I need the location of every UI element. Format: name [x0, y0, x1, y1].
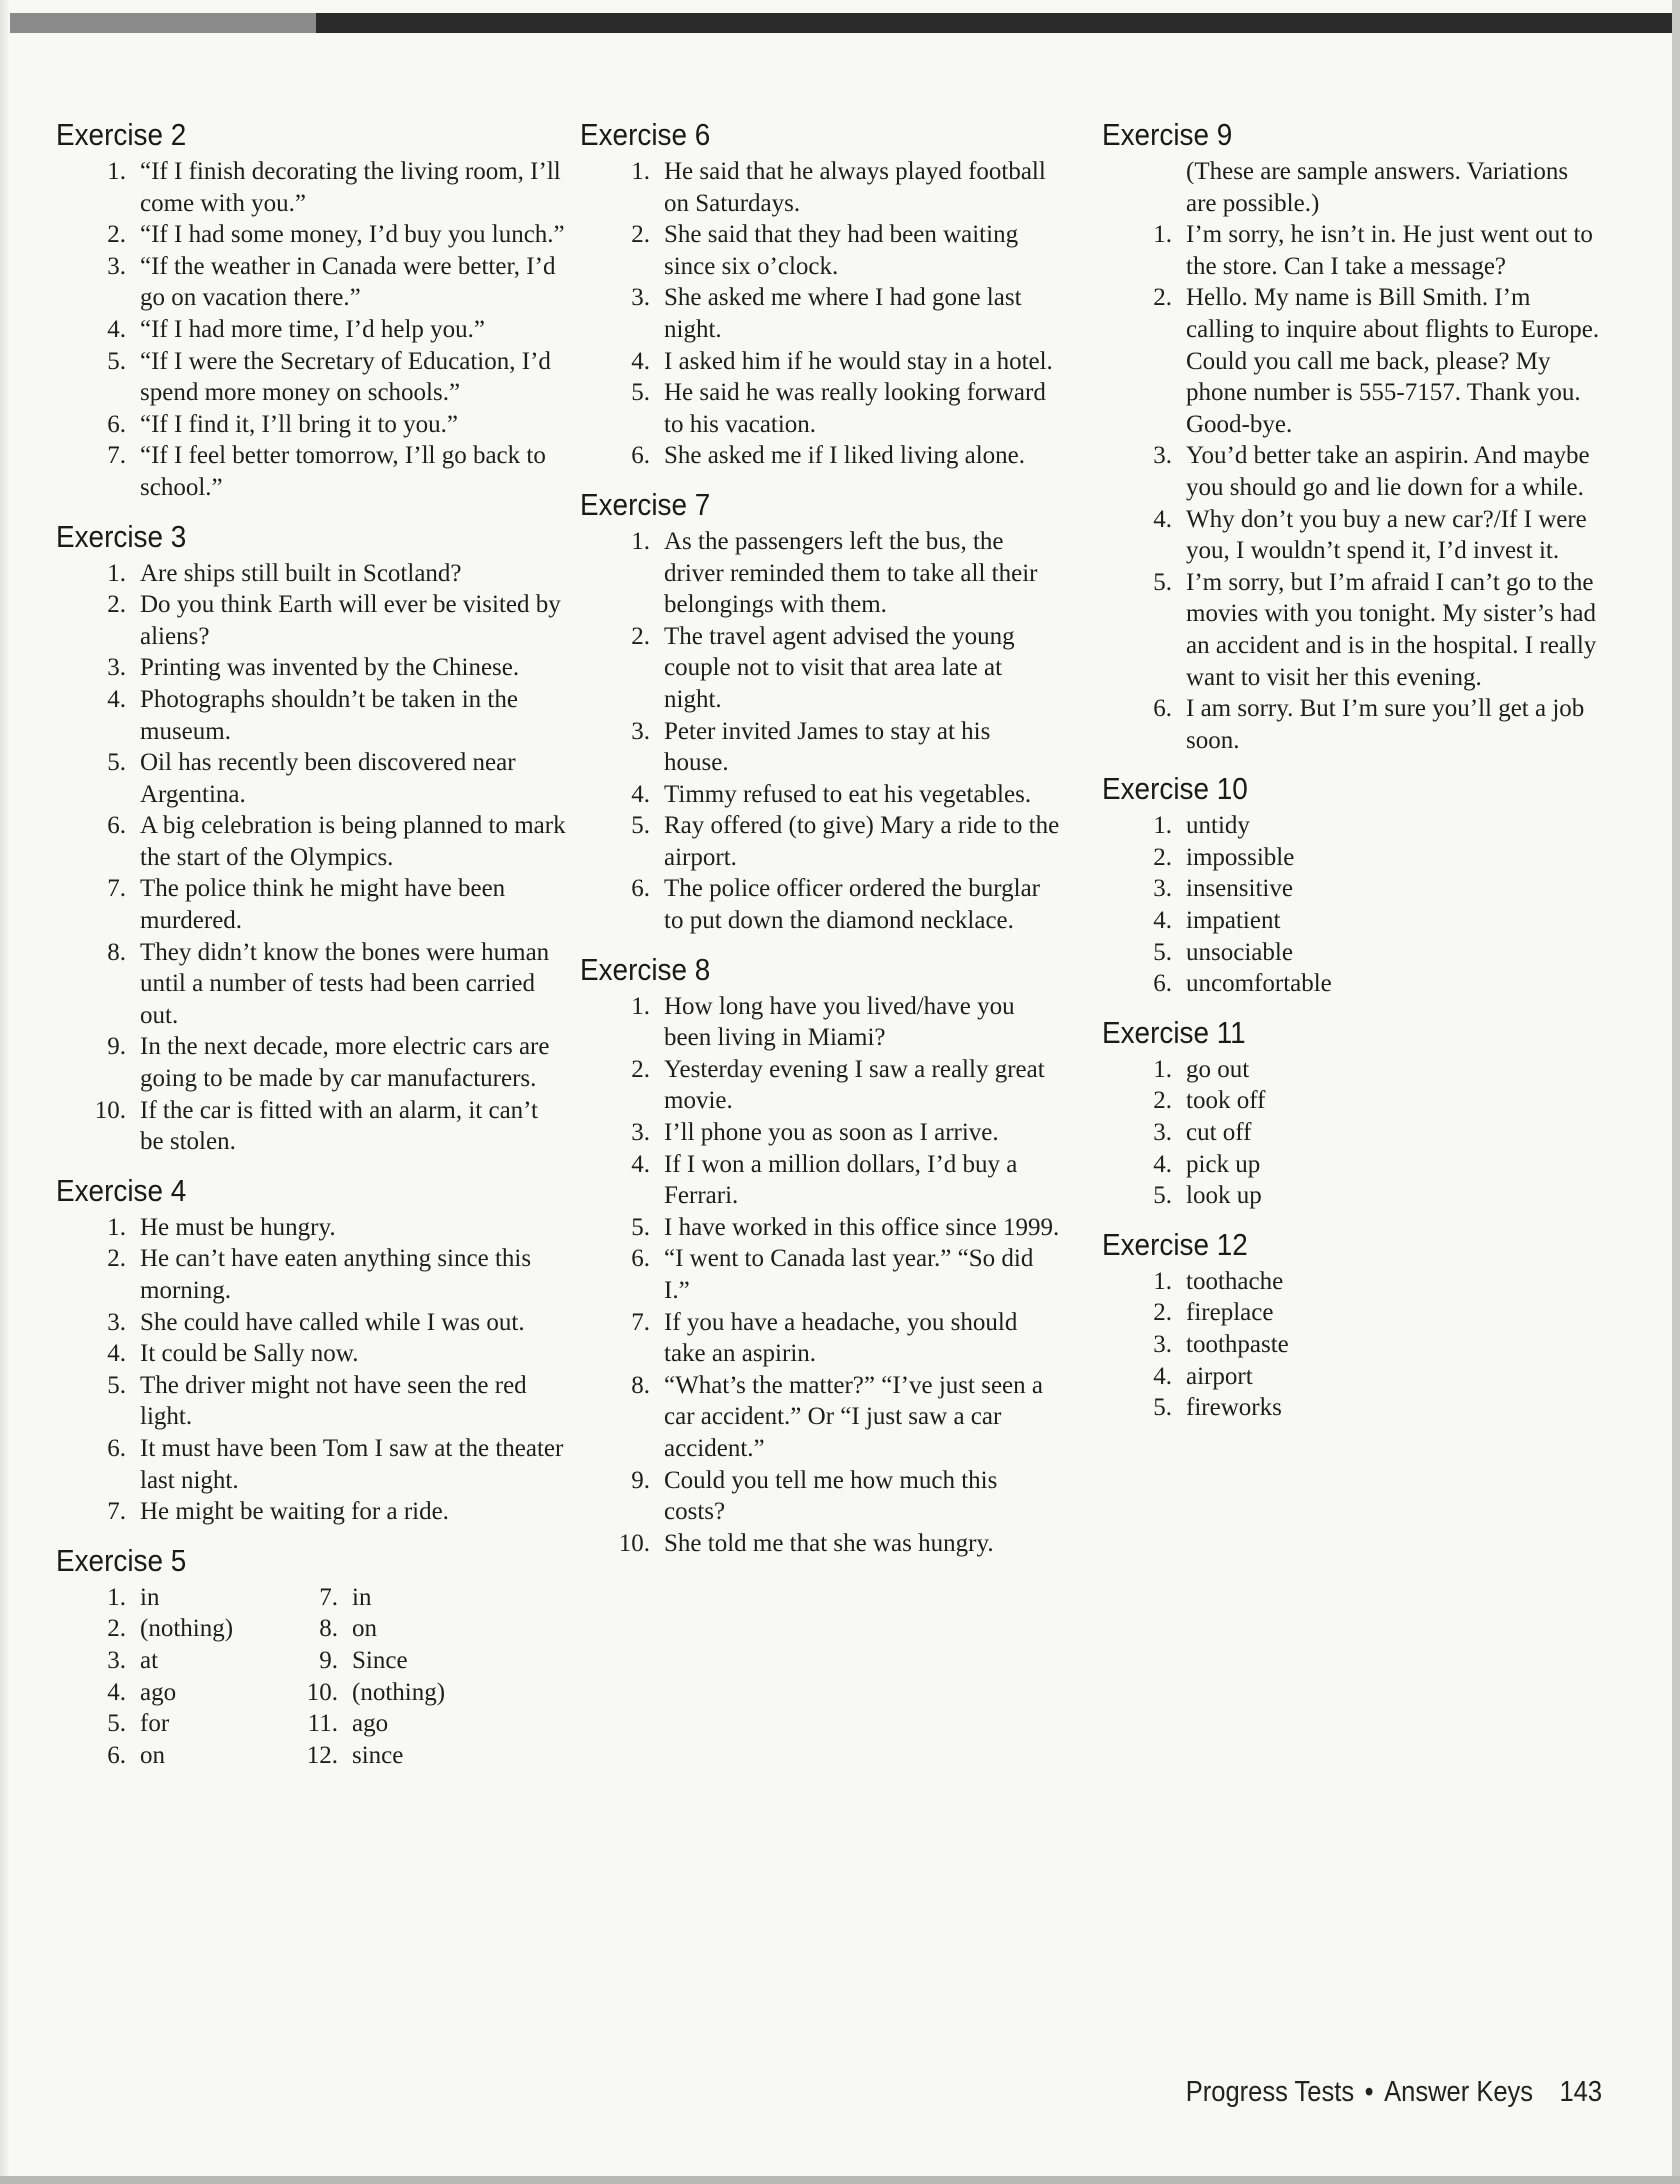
item-number: 5.	[107, 347, 126, 375]
item-text: Could you tell me how much this costs?	[664, 1466, 998, 1526]
list-item	[56, 1677, 268, 1709]
item-number: 7.	[631, 1308, 650, 1336]
list-item	[580, 440, 1060, 472]
list-item	[268, 1582, 480, 1614]
item-number: 2.	[107, 221, 126, 249]
answer-list	[1102, 1054, 1602, 1212]
exercise-title: Exercise 12	[1102, 1226, 1248, 1262]
list-item	[1102, 1149, 1602, 1181]
exercise-title: Exercise 11	[1102, 1014, 1246, 1050]
item-text: I’m sorry, he isn’t in. He just went out to the store. Can I take a message?	[1186, 221, 1593, 280]
item-text: “If I find it, I’ll bring it to you.”	[140, 410, 458, 438]
item-number: 3.	[1153, 875, 1172, 903]
item-number: 5.	[107, 1371, 126, 1399]
item-text: “If I feel better tomorrow, I’ll go back to school.”	[140, 442, 546, 501]
item-text: I asked him if he would stay in a hotel.	[664, 347, 1053, 375]
item-number: 5.	[631, 1213, 650, 1241]
footer-separator: •	[1364, 2076, 1374, 2108]
list-item	[56, 314, 566, 346]
item-text: She asked me if I liked living alone.	[664, 442, 1026, 470]
item-number: 2.	[107, 1245, 126, 1273]
page-number: 143	[1559, 2076, 1602, 2108]
item-number: 10.	[306, 1678, 338, 1706]
exercise-10	[1102, 770, 1602, 1000]
item-number: 4.	[1153, 907, 1172, 935]
item-number: 1.	[107, 1583, 126, 1611]
item-number: 4.	[107, 1678, 126, 1706]
item-text: Photographs shouldn’t be taken in the museum.	[140, 685, 518, 745]
item-text: She told me that she was hungry.	[664, 1529, 994, 1557]
answer-list	[1102, 219, 1602, 756]
item-number: 1.	[631, 992, 650, 1020]
item-text: I’ll phone you as soon as I arrive.	[664, 1119, 999, 1147]
list-item	[56, 1338, 566, 1370]
item-number: 5.	[1153, 1182, 1172, 1210]
item-number: 5.	[1153, 568, 1172, 596]
item-number: 4.	[1153, 1362, 1172, 1390]
item-number: 3.	[631, 1119, 650, 1147]
item-text: (nothing)	[140, 1615, 234, 1643]
list-item	[580, 1370, 1060, 1465]
item-text: “What’s the matter?” “I’ve just seen a car accident.” Or “I just saw a car accident.”	[664, 1371, 1043, 1462]
item-text: toothpaste	[1186, 1331, 1289, 1358]
item-number: 5.	[107, 749, 126, 777]
item-text: Yesterday evening I saw a really great movie.	[664, 1055, 1045, 1115]
item-number: 2.	[1153, 1299, 1172, 1327]
item-number: 1.	[107, 158, 126, 185]
list-item	[56, 558, 566, 590]
item-text: since	[352, 1741, 404, 1769]
item-number: 9.	[631, 1466, 650, 1494]
list-item	[56, 1740, 268, 1772]
item-text: The police think he might have been murdered.	[140, 875, 506, 935]
item-text: took off	[1186, 1087, 1266, 1115]
exercise-note: (These are sample answers. Variations are possible.)	[1186, 158, 1569, 217]
list-item	[580, 346, 1060, 378]
list-item	[580, 1528, 1060, 1560]
exercise-12	[1102, 1226, 1602, 1424]
item-text: If the car is fitted with an alarm, it can’t be stolen.	[140, 1096, 538, 1156]
item-number: 5.	[631, 812, 650, 840]
list-item	[1102, 1085, 1602, 1117]
list-item	[580, 377, 1060, 440]
list-item	[1102, 968, 1602, 1000]
item-number: 9.	[319, 1646, 338, 1674]
list-item	[1102, 873, 1602, 905]
list-item	[56, 156, 566, 219]
item-text: impossible	[1186, 843, 1295, 871]
item-number: 1.	[631, 527, 650, 555]
item-number: 5.	[107, 1710, 126, 1738]
list-item	[268, 1708, 480, 1740]
exercise-title: Exercise 8	[580, 951, 711, 987]
list-item	[56, 1307, 566, 1339]
exercise-title: Exercise 5	[56, 1542, 187, 1578]
item-text: for	[140, 1710, 170, 1738]
item-number: 10.	[618, 1529, 650, 1557]
item-number: 6.	[107, 1741, 126, 1769]
item-text: I have worked in this office since 1999.	[664, 1213, 1060, 1241]
exercise-title: Exercise 9	[1102, 117, 1233, 152]
exercise-title: Exercise 2	[56, 117, 187, 152]
exercise-title: Exercise 6	[580, 117, 711, 152]
list-item	[268, 1740, 480, 1772]
column-3	[1102, 116, 1602, 1438]
answer-list	[56, 558, 566, 1158]
list-item	[56, 251, 566, 314]
list-item	[1102, 1297, 1602, 1329]
item-text: on	[352, 1615, 377, 1643]
list-item	[56, 937, 566, 1032]
item-number: 1.	[107, 559, 126, 587]
exercise-title: Exercise 7	[580, 486, 711, 522]
item-text: Ray offered (to give) Mary a ride to the airport.	[664, 812, 1060, 871]
item-text: They didn’t know the bones were human until a number of tests had been carried out.	[140, 938, 550, 1029]
item-number: 3.	[1153, 1331, 1172, 1358]
item-number: 2.	[107, 1615, 126, 1643]
item-text: unsociable	[1186, 938, 1293, 966]
exercise-5	[56, 1542, 566, 1772]
item-number: 8.	[107, 938, 126, 966]
list-item	[1102, 905, 1602, 937]
item-text: If you have a headache, you should take an aspirin.	[664, 1308, 1018, 1368]
item-text: Printing was invented by the Chinese.	[140, 654, 520, 682]
item-number: 6.	[631, 875, 650, 903]
list-item	[56, 1370, 566, 1433]
item-number: 7.	[107, 1498, 126, 1526]
list-item	[580, 1149, 1060, 1212]
item-text: cut off	[1186, 1119, 1252, 1147]
page-footer	[1186, 2076, 1602, 2109]
list-item	[1102, 810, 1602, 842]
list-item	[268, 1613, 480, 1645]
item-text: Since	[352, 1646, 408, 1674]
list-item	[56, 1613, 268, 1645]
item-text: She asked me where I had gone last night.	[664, 284, 1022, 343]
item-number: 6.	[107, 410, 126, 438]
item-text: “If I were the Secretary of Education, I’d spend more money on schools.”	[140, 347, 551, 407]
list-item	[56, 1433, 566, 1496]
list-item	[580, 873, 1060, 936]
item-text: insensitive	[1186, 875, 1293, 903]
item-text: She said that they had been waiting since six o’clock.	[664, 221, 1019, 280]
column-1	[56, 116, 566, 1785]
item-number: 4.	[107, 1340, 126, 1368]
exercise-2	[56, 116, 566, 504]
item-number: 4.	[107, 315, 126, 343]
item-number: 3.	[107, 1308, 126, 1336]
exercise-9	[1102, 116, 1602, 756]
item-text: It must have been Tom I saw at the theater last night.	[140, 1434, 564, 1494]
item-number: 2.	[631, 622, 650, 650]
page-top-bar	[0, 13, 1680, 33]
item-text: in	[352, 1583, 372, 1611]
item-text: “If I finish decorating the living room, I’ll come with you.”	[140, 158, 561, 217]
item-text: He said that he always played football on Saturdays.	[664, 158, 1046, 217]
list-item	[580, 991, 1060, 1054]
list-item	[56, 652, 566, 684]
list-item	[1102, 842, 1602, 874]
item-number: 4.	[631, 347, 650, 375]
answer-list-left	[56, 1582, 268, 1772]
exercise-title: Exercise 3	[56, 518, 187, 554]
list-item	[1102, 1329, 1602, 1361]
list-item	[580, 1054, 1060, 1117]
item-number: 12.	[306, 1741, 338, 1769]
item-number: 10.	[94, 1096, 126, 1124]
answer-list	[580, 156, 1060, 472]
list-item	[268, 1677, 480, 1709]
item-number: 4.	[631, 780, 650, 808]
list-item	[1102, 1266, 1602, 1298]
item-text: The travel agent advised the young couple not to visit that area late at night.	[664, 622, 1015, 713]
item-text: He can’t have eaten anything since this morning.	[140, 1245, 532, 1304]
answer-list	[1102, 810, 1602, 1000]
item-text: uncomfortable	[1186, 970, 1332, 998]
item-text: Do you think Earth will ever be visited by aliens?	[140, 591, 561, 650]
item-text: ago	[140, 1678, 177, 1706]
item-text: toothache	[1186, 1267, 1284, 1295]
exercise-3	[56, 518, 566, 1158]
item-number: 2.	[1153, 843, 1172, 871]
item-text: untidy	[1186, 812, 1250, 840]
item-number: 1.	[1153, 221, 1172, 249]
list-item	[580, 1465, 1060, 1528]
item-number: 3.	[1153, 442, 1172, 470]
item-number: 3.	[1153, 1119, 1172, 1147]
item-text: The driver might not have seen the red light.	[140, 1371, 527, 1431]
column-2	[580, 116, 1060, 1573]
list-item	[1102, 219, 1602, 282]
item-text: Peter invited James to stay at his house.	[664, 717, 991, 777]
list-item	[580, 1117, 1060, 1149]
item-number: 4.	[1153, 1150, 1172, 1178]
list-item	[580, 219, 1060, 282]
item-number: 6.	[107, 812, 126, 840]
item-number: 2.	[1153, 1087, 1172, 1115]
list-item	[56, 346, 566, 409]
item-text: You’d better take an aspirin. And maybe you should go and lie down for a while.	[1186, 442, 1590, 501]
item-number: 3.	[107, 654, 126, 682]
list-item	[56, 684, 566, 747]
answer-list	[1102, 1266, 1602, 1424]
list-item	[1102, 937, 1602, 969]
item-number: 1.	[107, 1213, 126, 1241]
list-item	[56, 1031, 566, 1094]
item-number: 2.	[631, 1055, 650, 1083]
item-number: 7.	[319, 1583, 338, 1611]
item-number: 3.	[107, 252, 126, 280]
item-text: fireplace	[1186, 1299, 1274, 1327]
list-item	[56, 1243, 566, 1306]
list-item	[1102, 1361, 1602, 1393]
item-number: 9.	[107, 1033, 126, 1061]
list-item	[56, 1708, 268, 1740]
item-text: As the passengers left the bus, the driver reminded them to take all their belongings with them.	[664, 527, 1038, 619]
list-item	[268, 1645, 480, 1677]
item-number: 5.	[631, 379, 650, 407]
item-text: (nothing)	[352, 1678, 446, 1706]
list-item	[56, 1212, 566, 1244]
item-number: 3.	[631, 284, 650, 312]
item-number: 6.	[1153, 970, 1172, 998]
list-item	[1102, 440, 1602, 503]
item-text: on	[140, 1741, 165, 1769]
item-text: He might be waiting for a ride.	[140, 1498, 449, 1526]
item-text: Are ships still built in Scotland?	[140, 559, 462, 587]
item-text: go out	[1186, 1055, 1250, 1083]
page-bottom-edge	[0, 2176, 1680, 2184]
list-item	[580, 1212, 1060, 1244]
list-item	[580, 1307, 1060, 1370]
item-text: ago	[352, 1710, 389, 1738]
exercise-title: Exercise 10	[1102, 771, 1248, 807]
item-number: 8.	[631, 1371, 650, 1399]
footer-subsection: Answer Keys	[1384, 2076, 1534, 2108]
item-number: 3.	[631, 717, 650, 745]
item-number: 5.	[1153, 938, 1172, 966]
item-number: 6.	[631, 1245, 650, 1273]
item-number: 1.	[631, 158, 650, 185]
list-item	[56, 589, 566, 652]
item-text: “If the weather in Canada were better, I’d go on vacation there.”	[140, 252, 556, 312]
list-item	[580, 156, 1060, 219]
list-item	[56, 873, 566, 936]
list-item	[580, 716, 1060, 779]
item-text: How long have you lived/have you been living in Miami?	[664, 992, 1015, 1052]
item-text: Oil has recently been discovered near Argentina.	[140, 749, 516, 808]
item-number: 6.	[107, 1434, 126, 1462]
list-item	[56, 1095, 566, 1158]
item-number: 5.	[1153, 1394, 1172, 1422]
item-text: impatient	[1186, 907, 1281, 935]
list-item	[56, 1582, 268, 1614]
list-item	[56, 1496, 566, 1528]
list-item	[56, 1645, 268, 1677]
item-number: 1.	[1153, 812, 1172, 840]
list-item	[56, 440, 566, 503]
item-number: 11.	[307, 1710, 338, 1738]
item-text: fireworks	[1186, 1394, 1282, 1422]
list-item	[56, 810, 566, 873]
item-number: 2.	[631, 221, 650, 249]
exercise-4	[56, 1172, 566, 1528]
list-item	[56, 409, 566, 441]
list-item	[1102, 1117, 1602, 1149]
item-number: 1.	[1153, 1267, 1172, 1295]
item-text: In the next decade, more electric cars are going to be made by car manufacturers.	[140, 1033, 550, 1093]
item-text: “If I had more time, I’d help you.”	[140, 315, 486, 343]
list-item	[56, 747, 566, 810]
list-item	[580, 810, 1060, 873]
two-column-answers	[56, 1582, 566, 1772]
item-text: at	[140, 1646, 159, 1674]
item-number: 7.	[107, 875, 126, 903]
item-text: If I won a million dollars, I’d buy a Ferrari.	[664, 1150, 1018, 1210]
list-item	[1102, 1392, 1602, 1424]
item-text: He must be hungry.	[140, 1213, 336, 1241]
item-text: Why don’t you buy a new car?/If I were you, I wouldn’t spend it, I’d invest it.	[1186, 505, 1587, 565]
list-item	[1102, 504, 1602, 567]
list-item	[1102, 693, 1602, 756]
item-number: 2.	[107, 591, 126, 619]
item-text: look up	[1186, 1182, 1262, 1210]
list-item	[1102, 1180, 1602, 1212]
item-text: I am sorry. But I’m sure you’ll get a job soon.	[1186, 695, 1585, 754]
answer-list	[56, 156, 566, 504]
item-text: in	[140, 1583, 160, 1611]
exercise-6	[580, 116, 1060, 472]
item-number: 6.	[631, 442, 650, 470]
item-number: 7.	[107, 442, 126, 470]
exercise-11	[1102, 1014, 1602, 1212]
answer-list	[56, 1212, 566, 1528]
item-text: She could have called while I was out.	[140, 1308, 525, 1336]
item-number: 4.	[107, 685, 126, 713]
list-item	[1102, 567, 1602, 693]
list-item	[1102, 1054, 1602, 1086]
page-left-edge	[0, 0, 10, 2184]
item-text: Hello. My name is Bill Smith. I’m calling to inquire about flights to Europe. Could you call me back, please? My phone number is 555-7157. Thank you. Good-bye.	[1186, 284, 1600, 438]
item-number: 6.	[1153, 695, 1172, 723]
item-number: 1.	[1153, 1055, 1172, 1083]
item-number: 2.	[1153, 284, 1172, 312]
list-item	[580, 282, 1060, 345]
footer-section: Progress Tests	[1185, 2076, 1355, 2108]
answer-list	[580, 991, 1060, 1560]
item-text: A big celebration is being planned to mark the start of the Olympics.	[140, 812, 566, 871]
item-text: I’m sorry, but I’m afraid I can’t go to the movies with you tonight. My sister’s had an accident and is in the hospital. I really want to visit her this evening.	[1186, 568, 1597, 691]
list-item	[1102, 282, 1602, 440]
answer-list	[580, 526, 1060, 937]
list-item	[580, 621, 1060, 716]
answer-list-right	[268, 1582, 480, 1772]
item-text: “If I had some money, I’d buy you lunch.”	[140, 221, 565, 249]
page-right-edge	[1672, 0, 1680, 2184]
item-text: Timmy refused to eat his vegetables.	[664, 780, 1032, 808]
list-item	[56, 219, 566, 251]
exercise-8	[580, 951, 1060, 1560]
item-text: He said he was really looking forward to his vacation.	[664, 379, 1046, 438]
item-text: “I went to Canada last year.” “So did I.”	[664, 1245, 1034, 1304]
item-number: 4.	[631, 1150, 650, 1178]
item-text: pick up	[1186, 1150, 1261, 1178]
item-number: 3.	[107, 1646, 126, 1674]
exercise-title: Exercise 4	[56, 1172, 187, 1208]
list-item	[580, 526, 1060, 621]
exercise-7	[580, 486, 1060, 937]
item-number: 4.	[1153, 505, 1172, 533]
item-text: It could be Sally now.	[140, 1340, 359, 1368]
list-item	[580, 1243, 1060, 1306]
item-text: airport	[1186, 1362, 1253, 1390]
list-item	[580, 779, 1060, 811]
item-number: 8.	[319, 1615, 338, 1643]
item-text: The police officer ordered the burglar to put down the diamond necklace.	[664, 875, 1040, 935]
